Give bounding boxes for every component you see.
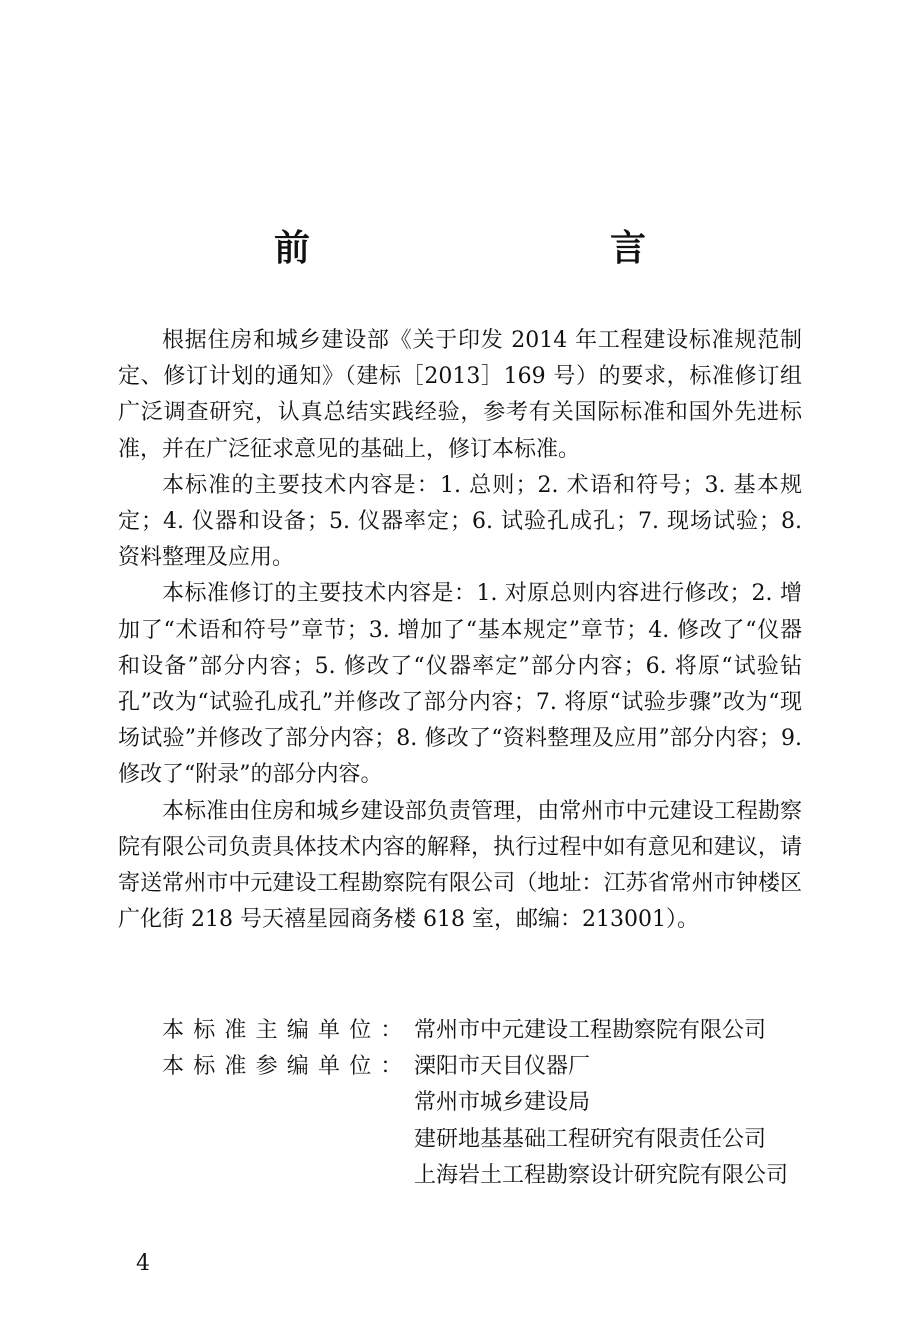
participating-unit-name: 上海岩土工程勘察设计研究院有限公司 <box>414 1162 789 1188</box>
chief-unit-names <box>414 1013 802 1049</box>
page-number: 4 <box>136 1251 150 1276</box>
participating-unit-names <box>414 1049 802 1194</box>
participating-units-label: 本标准参编单位： <box>162 1054 412 1080</box>
paragraph-main-contents: 本标准的主要技术内容是：1. 总则；2. 术语和符号；3. 基本规定；4. 仪器和设备；5. 仪器率定；6. 试验孔成孔；7. 现场试验；8. 资料整理及应用。 <box>118 472 802 571</box>
chief-unit-label: 本标准主编单位： <box>162 1018 412 1043</box>
chief-unit-row <box>118 1013 802 1049</box>
participating-units-row <box>118 1049 802 1194</box>
page-title: 前 言 <box>273 227 722 269</box>
chief-unit-name: 常州市中元建设工程勘察院有限公司 <box>414 1018 767 1043</box>
participating-unit-name: 建研地基基础工程研究有限责任公司 <box>414 1126 767 1152</box>
paragraph-revised-contents: 本标准修订的主要技术内容是：1. 对原总则内容进行修改；2. 增加了“术语和符号”章节；3. 增加了“基本规定”章节；4. 修改了“仪器和设备”部分内容；5. 修改了“仪器率定”部分内容；6. 将原“试验钻孔”改为“试验孔成孔”并修改了部分内容；7. 将原“试验步骤”改为“现场试验”并修改了部分内容；8. 修改了“资料整理及应用”部分内容；9. 修改了“附录”的部分内容。 <box>118 581 803 788</box>
paragraph-management: 本标准由住房和城乡建设部负责管理，由常州市中元建设工程勘察院有限公司负责具体技术内容的解释，执行过程中如有意见和建议，请寄送常州市中元建设工程勘察院有限公司（地址：江苏省常州市钟楼区广化街 218 号天禧星园商务楼 618 室，邮编：213001）。 <box>118 798 802 933</box>
editing-units <box>118 1013 802 1194</box>
foreword-body <box>118 323 802 938</box>
paragraph-revision-basis: 根据住房和城乡建设部《关于印发 2014 年工程建设标准规范制定、修订计划的通知》（建标［2013］169 号）的要求，标准修订组广泛调查研究，认真总结实践经验，参考有关国际标准和国外先进标准，并在广泛征求意见的基础上，修订本标准。 <box>118 328 802 462</box>
participating-unit-name: 溧阳市天目仪器厂 <box>414 1054 591 1080</box>
participating-unit-name: 常州市城乡建设局 <box>414 1090 591 1116</box>
